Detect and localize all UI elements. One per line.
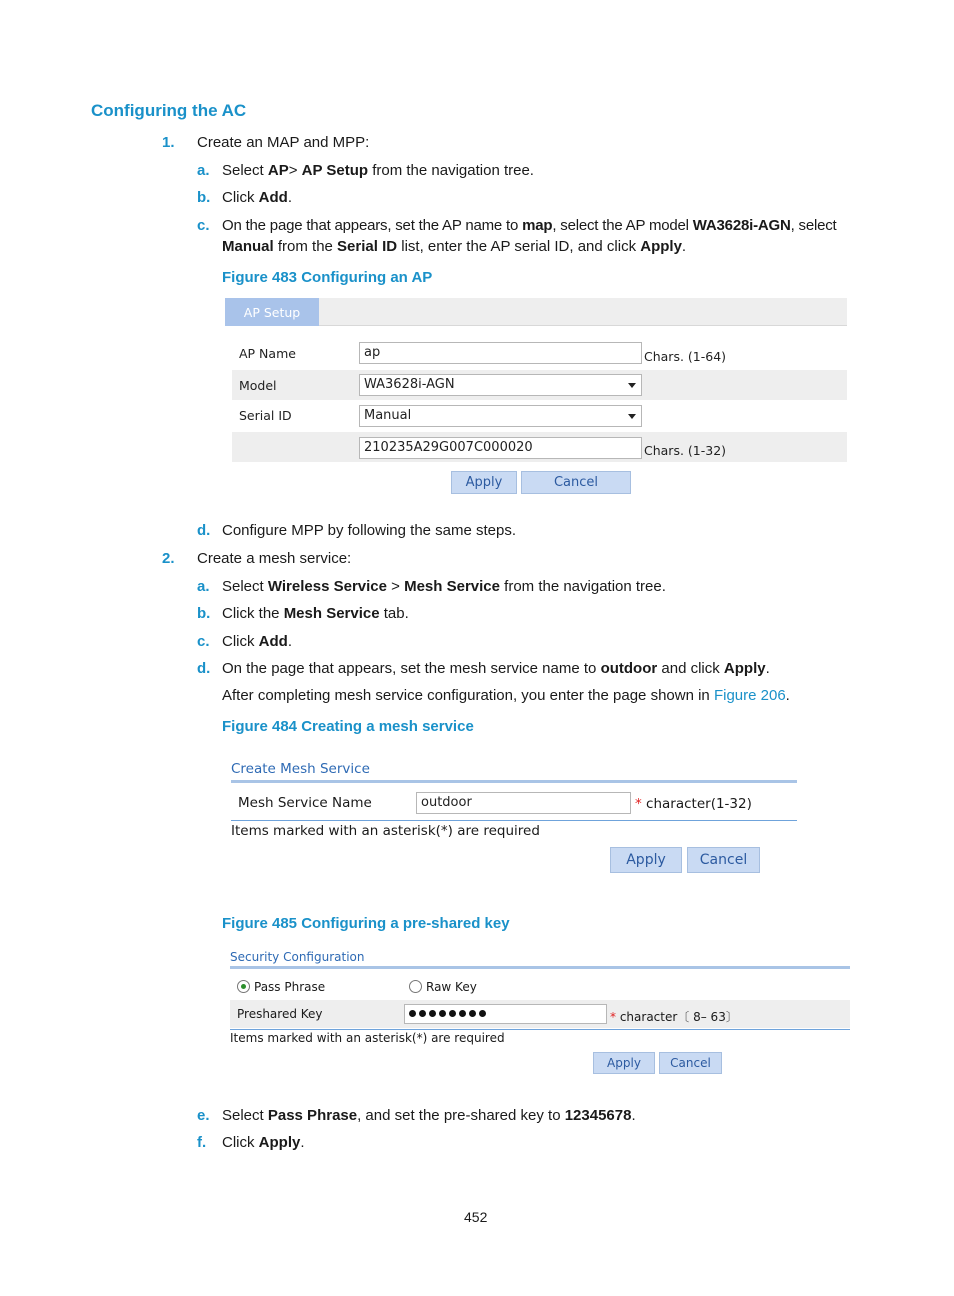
serial-id-select[interactable]: Manual [359,405,642,427]
substep-label: a. [197,578,210,595]
substep-text-cont: Manual from the Serial ID list, enter the AP serial ID, and click Apply. [222,238,687,255]
apply-button[interactable]: Apply [451,471,517,494]
chevron-down-icon [628,383,636,388]
step-text: Create an MAP and MPP: [197,134,370,151]
step-text: Create a mesh service: [197,550,352,567]
substep-text: Configure MPP by following the same steps. [222,522,517,539]
divider [230,1029,850,1030]
substep-text: Select AP> AP Setup from the navigation tree. [222,162,534,179]
figure-link[interactable]: Figure 206 [713,687,786,704]
figure-caption: Figure 483 Configuring an AP [222,269,433,286]
substep-text: Click Add. [222,189,293,206]
model-select[interactable]: WA3628i-AGN [359,374,642,396]
preshared-key-input[interactable] [404,1004,607,1024]
substep-label: c. [197,633,210,650]
substep-label: a. [197,162,210,179]
substep-text: Select Pass Phrase, and set the pre-shared key to 12345678. [222,1107,636,1124]
divider [230,966,850,969]
field-label: AP Name [239,346,296,361]
field-label: Mesh Service Name [238,795,372,811]
page-number: 452 [464,1209,488,1225]
substep-label: e. [197,1107,210,1124]
divider [231,820,797,821]
field-label: Serial ID [239,408,292,423]
substep-label: d. [197,522,211,539]
substep-text: Select Wireless Service > Mesh Service from the navigation tree. [222,578,666,595]
field-hint: * character〔 8– 63〕 [610,1010,738,1024]
substep-label: c. [197,217,210,234]
field-hint: Chars. (1-32) [644,443,727,458]
cancel-button[interactable]: Cancel [687,847,760,873]
substep-text: Click Apply. [222,1134,305,1151]
chevron-down-icon [628,414,636,419]
divider [231,780,797,783]
required-note: Items marked with an asterisk(*) are required [231,823,540,839]
substep-label: b. [197,189,211,206]
radio-label: Raw Key [426,980,477,994]
substep-text: Click Add. [222,633,293,650]
field-label: Preshared Key [237,1007,323,1021]
cancel-button[interactable]: Cancel [659,1052,722,1074]
field-label: Model [239,378,277,393]
radio-pass-phrase[interactable] [237,980,250,993]
radio-raw-key[interactable] [409,980,422,993]
figure-caption: Figure 485 Configuring a pre-shared key [222,915,510,932]
section-title: Configuring the AC [91,101,247,120]
required-note: Items marked with an asterisk(*) are required [230,1031,505,1045]
substep-text: Click the Mesh Service tab. [222,605,409,622]
panel-title: Security Configuration [230,950,365,964]
serial-number-input[interactable]: 210235A29G007C000020 [359,437,642,459]
substep-text: On the page that appears, set the AP name to map, select the AP model WA3628i-AGN, select [222,217,837,234]
apply-button[interactable]: Apply [593,1052,655,1074]
figure-caption: Figure 484 Creating a mesh service [222,718,474,735]
substep-note: After completing mesh service configuration, you enter the page shown in Figure 206. [222,687,790,704]
panel-title: Create Mesh Service [231,761,370,777]
substep-label: b. [197,605,211,622]
ap-name-input[interactable]: ap [359,342,642,364]
substep-label: d. [197,660,211,677]
step-number: 1. [162,134,175,151]
substep-label: f. [197,1134,207,1151]
mesh-service-name-input[interactable]: outdoor [416,792,631,814]
apply-button[interactable]: Apply [610,847,682,873]
field-hint: Chars. (1-64) [644,349,727,364]
radio-label: Pass Phrase [254,980,326,994]
tab-ap-setup[interactable]: AP Setup [225,298,319,326]
step-number: 2. [162,550,175,567]
cancel-button[interactable]: Cancel [521,471,631,494]
tab-bar [225,298,847,326]
substep-text: On the page that appears, set the mesh service name to outdoor and click Apply. [222,660,770,677]
field-hint: * character(1-32) [635,796,752,812]
